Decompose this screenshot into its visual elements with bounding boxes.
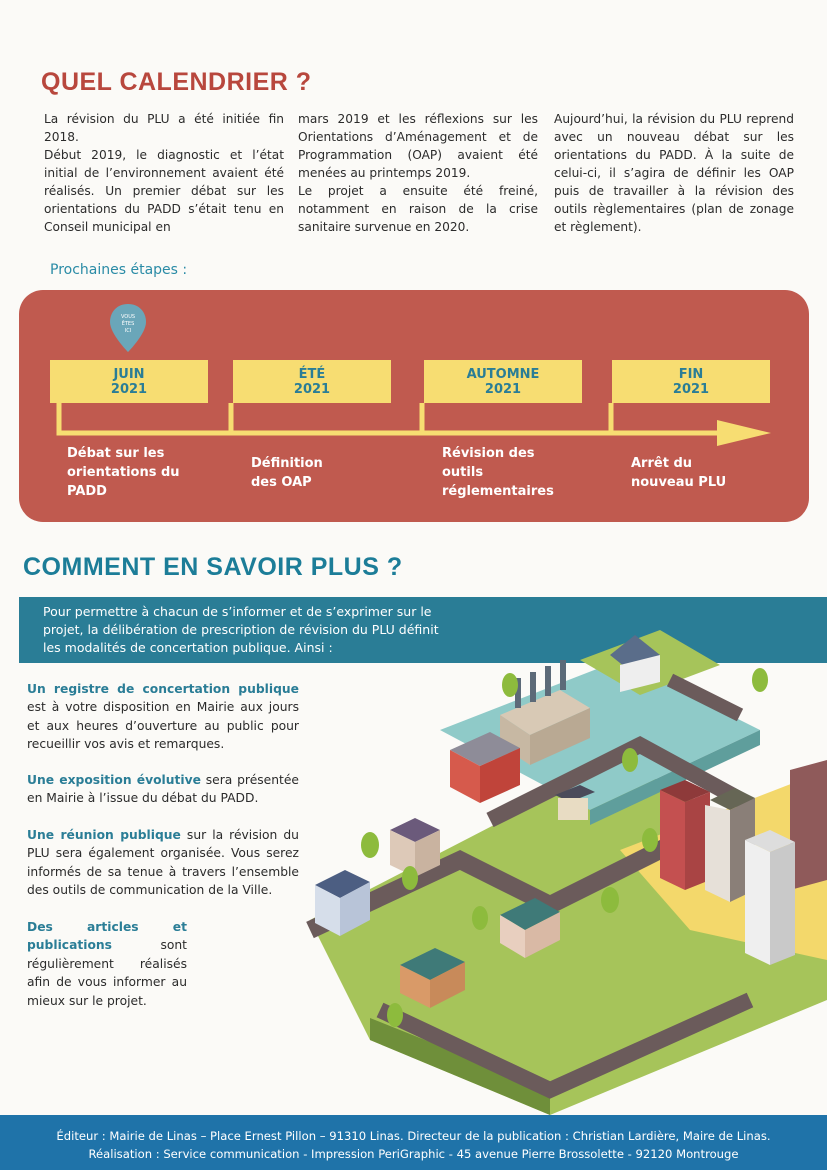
info-item-heading: Une réunion publique [27, 828, 181, 842]
info-item-text: sera présentée en Mairie à l’issue du débat du PADD. [27, 773, 299, 806]
text-column-3 [554, 110, 794, 236]
you-are-here-pin-icon [108, 302, 148, 354]
paragraph: La révision du PLU a été initiée fin 2018. [44, 112, 284, 144]
info-band-text: Pour permettre à chacun de s’informer et de s’exprimer sur le projet, la délibération de prescription de révision du PLU définit les modalités de concertation publique. Ainsi : [43, 604, 439, 655]
text-column-1 [44, 110, 284, 236]
step-year: 2021 [672, 381, 710, 397]
timeline-step-2 [233, 360, 391, 403]
step-description: Définition des OAP [251, 456, 323, 490]
info-item-text: sur la révision du PLU sera également organisée. Vous serez informés de sa tenue à travers l’ensemble des outils de communication de la Ville. [27, 828, 299, 898]
info-item-1 [27, 680, 299, 754]
info-item-heading: Un registre de concertation publique [27, 682, 299, 696]
info-item-text: sont régulièrement réalisés afin de vous informer au mieux sur le projet. [27, 938, 187, 1008]
paragraph: Aujourd’hui, la révision du PLU reprend avec un nouveau débat sur les orientations du PADD. À la suite de celui-ci, il s’agira de définir les OAP puis de travailler à la révision des outils règlementaires (plan de zonage et règlement). [554, 112, 794, 234]
step-year: 2021 [484, 381, 522, 397]
info-item-2 [27, 771, 299, 808]
text-column-2 [298, 110, 538, 236]
timeline-panel [19, 290, 809, 522]
step-year: 2021 [110, 381, 148, 397]
paragraph: Le projet a ensuite été freiné, notamment en raison de la crise sanitaire survenue en 2020. [298, 184, 538, 234]
timeline-label: Prochaines étapes : [50, 262, 188, 278]
timeline-step-4 [612, 360, 770, 403]
info-item-heading: Une exposition évolutive [27, 773, 201, 787]
footer-line-1: Éditeur : Mairie de Linas – Place Ernest Pillon – 91310 Linas. Directeur de la publication : Christian Lardière, Maire de Linas. [56, 1129, 771, 1143]
info-item-3 [27, 826, 299, 900]
step-period: JUIN [113, 366, 145, 382]
step-description: Arrêt du nouveau PLU [631, 456, 727, 490]
info-item-text: est à votre disposition en Mairie aux jours et aux heures d’ouverture au public pour recueillir vos avis et remarques. [27, 700, 299, 752]
paragraph: mars 2019 et les réflexions sur les Orientations d’Aménagement et de Programmation (OAP) avaient été menées au printemps 2019. [298, 112, 538, 180]
step-year: 2021 [293, 381, 331, 397]
step-period: AUTOMNE [466, 366, 540, 382]
section-title-savoir-plus: COMMENT EN SAVOIR PLUS ? [23, 553, 403, 581]
step-description: Débat sur les orientations du PADD [67, 446, 180, 499]
city-illustration [290, 620, 827, 1115]
paragraph: Début 2019, le diagnostic et l’état initial de l’environnement avaient été réalisés. Un premier débat sur les orientations du PADD s’était tenu en Conseil municipal en [44, 148, 284, 234]
timeline-step-3 [424, 360, 582, 403]
info-item-heading: Des articles et publications [27, 920, 187, 953]
svg-text:ÊTES: ÊTES [121, 321, 135, 327]
info-item-4 [27, 918, 187, 1010]
section-title-calendrier: QUEL CALENDRIER ? [41, 68, 312, 96]
svg-text:ICI: ICI [124, 328, 132, 334]
step-period: FIN [678, 366, 704, 382]
footer-line-2: Réalisation : Service communication - Impression PeriGraphic - 45 avenue Pierre Brossolette - 92120 Montrouge [88, 1147, 739, 1161]
step-period: ÉTÉ [298, 366, 326, 382]
timeline-step-1 [50, 360, 208, 403]
step-description: Révision des outils réglementaires [442, 446, 554, 499]
svg-text:VOUS: VOUS [120, 314, 136, 320]
footer [0, 1115, 827, 1170]
